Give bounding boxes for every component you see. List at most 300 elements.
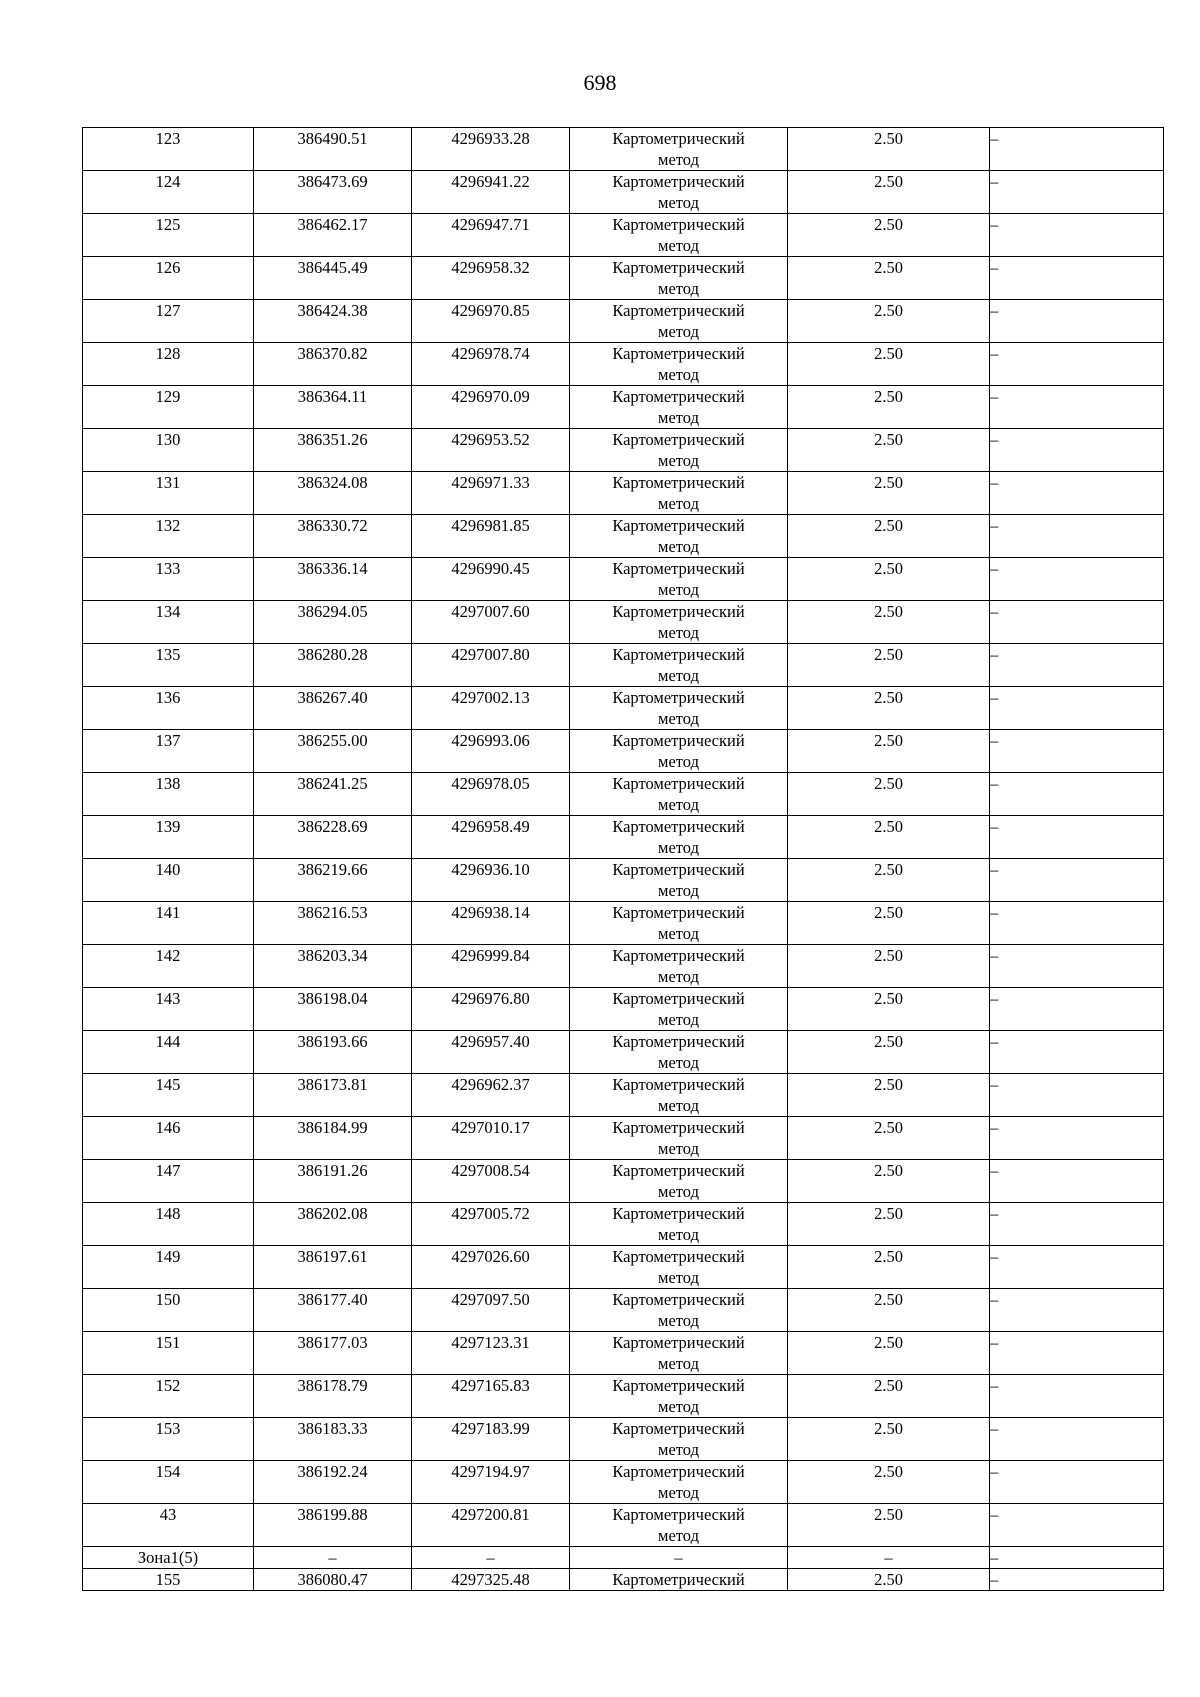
y-coordinate-cell: 4297194.97	[412, 1461, 570, 1504]
table-row	[83, 386, 1164, 429]
y-coordinate-cell: 4296971.33	[412, 472, 570, 515]
method-text: Картометрический	[612, 1118, 745, 1137]
note-cell: –	[990, 644, 1164, 687]
y-coordinate-cell: 4297183.99	[412, 1418, 570, 1461]
method-text: Картометрический	[612, 1505, 745, 1524]
point-number-cell: 129	[83, 386, 254, 429]
table-row	[83, 1504, 1164, 1547]
method-text: метод	[658, 1182, 699, 1201]
accuracy-cell: 2.50	[788, 1332, 990, 1375]
accuracy-cell: 2.50	[788, 300, 990, 343]
method-text: метод	[658, 451, 699, 470]
y-coordinate-cell: 4296962.37	[412, 1074, 570, 1117]
method-text: метод	[658, 967, 699, 986]
note-cell: –	[990, 859, 1164, 902]
y-coordinate-cell: 4297007.60	[412, 601, 570, 644]
y-coordinate-cell: 4296936.10	[412, 859, 570, 902]
method-text: Картометрический	[612, 258, 745, 277]
point-number-cell: 134	[83, 601, 254, 644]
method-text: Картометрический	[612, 946, 745, 965]
method-text: Картометрический	[612, 903, 745, 922]
x-coordinate-cell: 386336.14	[254, 558, 412, 601]
method-cell	[570, 128, 788, 171]
note-cell: –	[990, 386, 1164, 429]
point-number-cell: 130	[83, 429, 254, 472]
note-cell: –	[990, 472, 1164, 515]
note-cell: –	[990, 816, 1164, 859]
y-coordinate-cell: 4297010.17	[412, 1117, 570, 1160]
method-text: Картометрический	[612, 215, 745, 234]
method-text: Картометрический	[612, 172, 745, 191]
x-coordinate-cell: 386177.40	[254, 1289, 412, 1332]
point-number-cell: 123	[83, 128, 254, 171]
point-number-cell: 152	[83, 1375, 254, 1418]
table-row	[83, 429, 1164, 472]
point-number-cell: 138	[83, 773, 254, 816]
x-coordinate-cell: 386324.08	[254, 472, 412, 515]
method-text: Картометрический	[612, 688, 745, 707]
x-coordinate-cell: 386203.34	[254, 945, 412, 988]
method-text: –	[674, 1548, 683, 1567]
coordinates-table-body	[83, 128, 1164, 1591]
table-row	[83, 343, 1164, 386]
table-row	[83, 1117, 1164, 1160]
x-coordinate-cell: 386473.69	[254, 171, 412, 214]
method-cell	[570, 429, 788, 472]
method-text: метод	[658, 1526, 699, 1545]
point-number-cell: 132	[83, 515, 254, 558]
accuracy-cell: 2.50	[788, 386, 990, 429]
method-text: метод	[658, 623, 699, 642]
method-cell	[570, 1160, 788, 1203]
y-coordinate-cell: 4296947.71	[412, 214, 570, 257]
table-row	[83, 214, 1164, 257]
x-coordinate-cell: 386424.38	[254, 300, 412, 343]
x-coordinate-cell: 386183.33	[254, 1418, 412, 1461]
accuracy-cell: 2.50	[788, 1418, 990, 1461]
accuracy-cell: 2.50	[788, 902, 990, 945]
method-text: метод	[658, 1440, 699, 1459]
note-cell: –	[990, 902, 1164, 945]
method-text: Картометрический	[612, 860, 745, 879]
x-coordinate-cell: 386199.88	[254, 1504, 412, 1547]
method-cell	[570, 1461, 788, 1504]
point-number-cell: 141	[83, 902, 254, 945]
x-coordinate-cell: 386351.26	[254, 429, 412, 472]
y-coordinate-cell: 4296978.74	[412, 343, 570, 386]
point-number-cell: 128	[83, 343, 254, 386]
method-text: Картометрический	[612, 731, 745, 750]
table-row	[83, 945, 1164, 988]
point-number-cell: 148	[83, 1203, 254, 1246]
accuracy-cell: –	[788, 1547, 990, 1569]
method-text: Картометрический	[612, 473, 745, 492]
method-text: Картометрический	[612, 1204, 745, 1223]
y-coordinate-cell: 4297005.72	[412, 1203, 570, 1246]
point-number-cell: 139	[83, 816, 254, 859]
y-coordinate-cell: 4297026.60	[412, 1246, 570, 1289]
table-row	[83, 859, 1164, 902]
method-cell	[570, 214, 788, 257]
method-text: метод	[658, 795, 699, 814]
note-cell: –	[990, 1375, 1164, 1418]
accuracy-cell: 2.50	[788, 558, 990, 601]
point-number-cell: 146	[83, 1117, 254, 1160]
y-coordinate-cell: –	[412, 1547, 570, 1569]
table-row	[83, 902, 1164, 945]
point-number-cell: 124	[83, 171, 254, 214]
table-row	[83, 1031, 1164, 1074]
method-cell	[570, 1547, 788, 1569]
method-text: Картометрический	[612, 1247, 745, 1266]
point-number-cell: 136	[83, 687, 254, 730]
point-number-cell: 131	[83, 472, 254, 515]
method-text: Картометрический	[612, 1290, 745, 1309]
point-number-cell: 150	[83, 1289, 254, 1332]
method-cell	[570, 601, 788, 644]
method-cell	[570, 472, 788, 515]
method-text: Картометрический	[612, 1376, 745, 1395]
method-cell	[570, 1031, 788, 1074]
point-number-cell: 140	[83, 859, 254, 902]
y-coordinate-cell: 4297325.48	[412, 1569, 570, 1591]
note-cell: –	[990, 1246, 1164, 1289]
accuracy-cell: 2.50	[788, 1504, 990, 1547]
accuracy-cell: 2.50	[788, 1117, 990, 1160]
method-text: метод	[658, 1397, 699, 1416]
method-cell	[570, 257, 788, 300]
note-cell: –	[990, 988, 1164, 1031]
method-text: Картометрический	[612, 1462, 745, 1481]
y-coordinate-cell: 4297008.54	[412, 1160, 570, 1203]
method-text: Картометрический	[612, 516, 745, 535]
note-cell: –	[990, 343, 1164, 386]
method-cell	[570, 816, 788, 859]
y-coordinate-cell: 4296933.28	[412, 128, 570, 171]
table-row	[83, 1160, 1164, 1203]
note-cell: –	[990, 687, 1164, 730]
y-coordinate-cell: 4296981.85	[412, 515, 570, 558]
method-text: метод	[658, 193, 699, 212]
note-cell: –	[990, 773, 1164, 816]
point-number-cell: 126	[83, 257, 254, 300]
point-number-cell: 137	[83, 730, 254, 773]
x-coordinate-cell: 386202.08	[254, 1203, 412, 1246]
x-coordinate-cell: 386462.17	[254, 214, 412, 257]
point-number-cell: 127	[83, 300, 254, 343]
method-cell	[570, 1504, 788, 1547]
method-cell	[570, 1289, 788, 1332]
table-row	[83, 1203, 1164, 1246]
x-coordinate-cell: 386490.51	[254, 128, 412, 171]
accuracy-cell: 2.50	[788, 816, 990, 859]
accuracy-cell: 2.50	[788, 1074, 990, 1117]
y-coordinate-cell: 4297002.13	[412, 687, 570, 730]
method-text: метод	[658, 365, 699, 384]
method-text: Картометрический	[612, 1333, 745, 1352]
note-cell: –	[990, 1461, 1164, 1504]
y-coordinate-cell: 4297007.80	[412, 644, 570, 687]
method-text: метод	[658, 1225, 699, 1244]
note-cell: –	[990, 1332, 1164, 1375]
method-text: метод	[658, 1268, 699, 1287]
x-coordinate-cell: 386364.11	[254, 386, 412, 429]
table-row	[83, 128, 1164, 171]
method-text: метод	[658, 279, 699, 298]
table-row	[83, 730, 1164, 773]
accuracy-cell: 2.50	[788, 214, 990, 257]
point-number-cell: Зона1(5)	[83, 1547, 254, 1569]
table-row	[83, 1375, 1164, 1418]
method-text: метод	[658, 1010, 699, 1029]
method-text: Картометрический	[612, 344, 745, 363]
note-cell: –	[990, 1289, 1164, 1332]
table-row	[83, 1289, 1164, 1332]
method-text: Картометрический	[612, 774, 745, 793]
accuracy-cell: 2.50	[788, 601, 990, 644]
x-coordinate-cell: 386294.05	[254, 601, 412, 644]
table-row	[83, 988, 1164, 1031]
method-text: Картометрический	[612, 1032, 745, 1051]
method-text: Картометрический	[612, 430, 745, 449]
x-coordinate-cell: 386193.66	[254, 1031, 412, 1074]
note-cell: –	[990, 128, 1164, 171]
y-coordinate-cell: 4296978.05	[412, 773, 570, 816]
table-row	[83, 816, 1164, 859]
y-coordinate-cell: 4297200.81	[412, 1504, 570, 1547]
method-text: метод	[658, 494, 699, 513]
table-row	[83, 773, 1164, 816]
x-coordinate-cell: 386184.99	[254, 1117, 412, 1160]
table-row	[83, 1569, 1164, 1591]
x-coordinate-cell: 386255.00	[254, 730, 412, 773]
table-row	[83, 300, 1164, 343]
method-text: Картометрический	[612, 645, 745, 664]
method-cell	[570, 644, 788, 687]
note-cell: –	[990, 1074, 1164, 1117]
method-text: метод	[658, 537, 699, 556]
table-row	[83, 515, 1164, 558]
method-text: метод	[658, 408, 699, 427]
method-cell	[570, 1117, 788, 1160]
method-text: Картометрический	[612, 1161, 745, 1180]
table-row	[83, 1074, 1164, 1117]
table-row	[83, 644, 1164, 687]
note-cell: –	[990, 945, 1164, 988]
point-number-cell: 154	[83, 1461, 254, 1504]
method-cell	[570, 343, 788, 386]
method-text: метод	[658, 150, 699, 169]
note-cell: –	[990, 1547, 1164, 1569]
accuracy-cell: 2.50	[788, 1289, 990, 1332]
accuracy-cell: 2.50	[788, 257, 990, 300]
table-row	[83, 687, 1164, 730]
x-coordinate-cell: 386280.28	[254, 644, 412, 687]
note-cell: –	[990, 171, 1164, 214]
y-coordinate-cell: 4296990.45	[412, 558, 570, 601]
method-text: метод	[658, 1096, 699, 1115]
accuracy-cell: 2.50	[788, 1461, 990, 1504]
method-cell	[570, 988, 788, 1031]
note-cell: –	[990, 558, 1164, 601]
method-text: Картометрический	[612, 602, 745, 621]
point-number-cell: 147	[83, 1160, 254, 1203]
y-coordinate-cell: 4296976.80	[412, 988, 570, 1031]
method-text: метод	[658, 666, 699, 685]
x-coordinate-cell: 386228.69	[254, 816, 412, 859]
point-number-cell: 144	[83, 1031, 254, 1074]
accuracy-cell: 2.50	[788, 429, 990, 472]
note-cell: –	[990, 730, 1164, 773]
note-cell: –	[990, 601, 1164, 644]
point-number-cell: 142	[83, 945, 254, 988]
note-cell: –	[990, 1160, 1164, 1203]
method-text: Картометрический	[612, 129, 745, 148]
method-cell	[570, 687, 788, 730]
y-coordinate-cell: 4296970.85	[412, 300, 570, 343]
point-number-cell: 135	[83, 644, 254, 687]
method-text: Картометрический	[612, 559, 745, 578]
y-coordinate-cell: 4297165.83	[412, 1375, 570, 1418]
point-number-cell: 151	[83, 1332, 254, 1375]
y-coordinate-cell: 4296953.52	[412, 429, 570, 472]
method-text: метод	[658, 838, 699, 857]
accuracy-cell: 2.50	[788, 773, 990, 816]
x-coordinate-cell: 386178.79	[254, 1375, 412, 1418]
note-cell: –	[990, 429, 1164, 472]
method-text: Картометрический	[612, 1075, 745, 1094]
y-coordinate-cell: 4296941.22	[412, 171, 570, 214]
table-row	[83, 1418, 1164, 1461]
method-cell	[570, 945, 788, 988]
x-coordinate-cell: 386241.25	[254, 773, 412, 816]
method-cell	[570, 730, 788, 773]
y-coordinate-cell: 4296993.06	[412, 730, 570, 773]
accuracy-cell: 2.50	[788, 1246, 990, 1289]
method-text: Картометрический	[612, 1570, 745, 1589]
x-coordinate-cell: 386445.49	[254, 257, 412, 300]
x-coordinate-cell: 386192.24	[254, 1461, 412, 1504]
accuracy-cell: 2.50	[788, 644, 990, 687]
method-text: метод	[658, 924, 699, 943]
point-number-cell: 43	[83, 1504, 254, 1547]
point-number-cell: 143	[83, 988, 254, 1031]
accuracy-cell: 2.50	[788, 859, 990, 902]
method-cell	[570, 300, 788, 343]
method-text: метод	[658, 752, 699, 771]
method-cell	[570, 558, 788, 601]
accuracy-cell: 2.50	[788, 171, 990, 214]
table-row	[83, 601, 1164, 644]
method-text: метод	[658, 1483, 699, 1502]
note-cell: –	[990, 1117, 1164, 1160]
note-cell: –	[990, 300, 1164, 343]
table-row	[83, 1246, 1164, 1289]
x-coordinate-cell: 386197.61	[254, 1246, 412, 1289]
method-text: Картометрический	[612, 989, 745, 1008]
accuracy-cell: 2.50	[788, 472, 990, 515]
table-row	[83, 558, 1164, 601]
point-number-cell: 133	[83, 558, 254, 601]
method-text: метод	[658, 322, 699, 341]
x-coordinate-cell: 386330.72	[254, 515, 412, 558]
accuracy-cell: 2.50	[788, 515, 990, 558]
note-cell: –	[990, 515, 1164, 558]
x-coordinate-cell: 386191.26	[254, 1160, 412, 1203]
method-text: метод	[658, 1311, 699, 1330]
point-number-cell: 155	[83, 1569, 254, 1591]
method-cell	[570, 1418, 788, 1461]
y-coordinate-cell: 4296957.40	[412, 1031, 570, 1074]
method-text: метод	[658, 881, 699, 900]
method-cell	[570, 515, 788, 558]
x-coordinate-cell: 386370.82	[254, 343, 412, 386]
table-row	[83, 171, 1164, 214]
method-cell	[570, 1203, 788, 1246]
accuracy-cell: 2.50	[788, 128, 990, 171]
x-coordinate-cell: 386216.53	[254, 902, 412, 945]
method-cell	[570, 1569, 788, 1591]
accuracy-cell: 2.50	[788, 945, 990, 988]
y-coordinate-cell: 4297097.50	[412, 1289, 570, 1332]
accuracy-cell: 2.50	[788, 988, 990, 1031]
accuracy-cell: 2.50	[788, 343, 990, 386]
accuracy-cell: 2.50	[788, 1375, 990, 1418]
method-cell	[570, 386, 788, 429]
point-number-cell: 145	[83, 1074, 254, 1117]
method-text: Картометрический	[612, 387, 745, 406]
method-cell	[570, 171, 788, 214]
y-coordinate-cell: 4296958.32	[412, 257, 570, 300]
note-cell: –	[990, 214, 1164, 257]
method-text: Картометрический	[612, 817, 745, 836]
method-text: метод	[658, 580, 699, 599]
y-coordinate-cell: 4296999.84	[412, 945, 570, 988]
x-coordinate-cell: 386219.66	[254, 859, 412, 902]
method-text: Картометрический	[612, 1419, 745, 1438]
y-coordinate-cell: 4296938.14	[412, 902, 570, 945]
point-number-cell: 125	[83, 214, 254, 257]
accuracy-cell: 2.50	[788, 687, 990, 730]
method-cell	[570, 1074, 788, 1117]
accuracy-cell: 2.50	[788, 1569, 990, 1591]
accuracy-cell: 2.50	[788, 730, 990, 773]
accuracy-cell: 2.50	[788, 1031, 990, 1074]
method-cell	[570, 902, 788, 945]
y-coordinate-cell: 4297123.31	[412, 1332, 570, 1375]
method-text: метод	[658, 236, 699, 255]
method-text: метод	[658, 1354, 699, 1373]
method-text: метод	[658, 1139, 699, 1158]
note-cell: –	[990, 257, 1164, 300]
y-coordinate-cell: 4296958.49	[412, 816, 570, 859]
accuracy-cell: 2.50	[788, 1160, 990, 1203]
coordinates-table	[82, 127, 1164, 1591]
point-number-cell: 149	[83, 1246, 254, 1289]
x-coordinate-cell: –	[254, 1547, 412, 1569]
note-cell: –	[990, 1569, 1164, 1591]
method-cell	[570, 859, 788, 902]
x-coordinate-cell: 386177.03	[254, 1332, 412, 1375]
table-row	[83, 1461, 1164, 1504]
x-coordinate-cell: 386198.04	[254, 988, 412, 1031]
note-cell: –	[990, 1504, 1164, 1547]
point-number-cell: 153	[83, 1418, 254, 1461]
page-number: 698	[583, 70, 617, 95]
method-text: метод	[658, 709, 699, 728]
zone-header-row	[83, 1547, 1164, 1569]
method-cell	[570, 1246, 788, 1289]
